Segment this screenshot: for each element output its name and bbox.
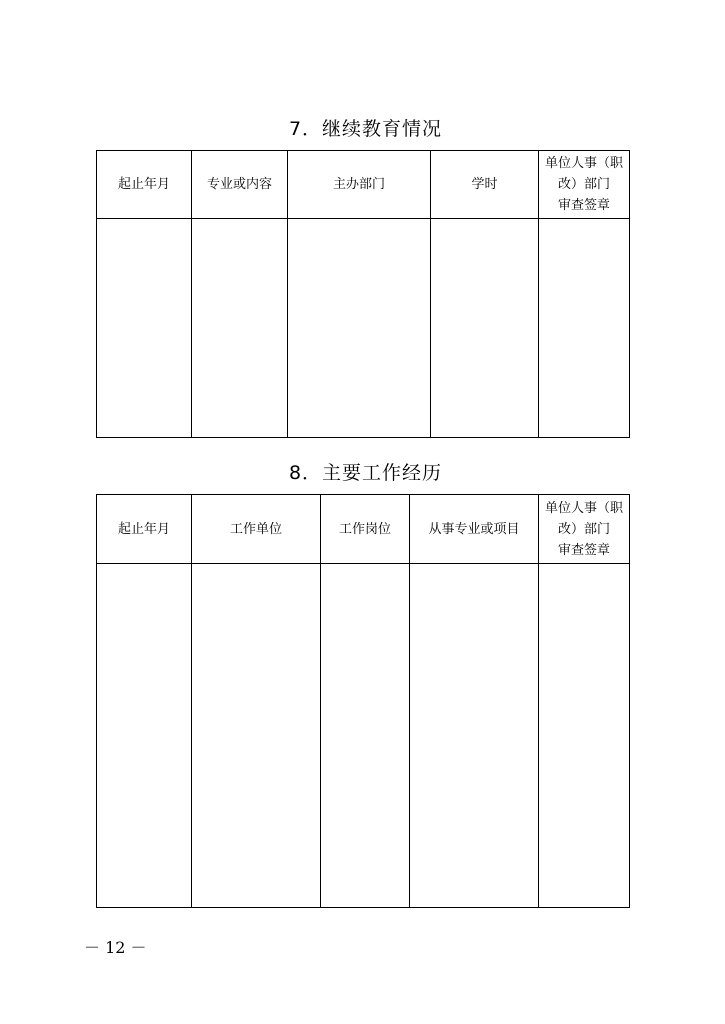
period-cell[interactable]: [97, 219, 192, 438]
page-number: － 12 －: [84, 938, 147, 957]
column-header-hours: 学时: [431, 151, 539, 219]
major-content-cell[interactable]: [192, 219, 288, 438]
hours-cell[interactable]: [431, 219, 539, 438]
column-header-period: 起止年月: [97, 495, 192, 564]
column-header-position: 工作岗位: [321, 495, 410, 564]
column-header-review-seal: [539, 151, 630, 219]
review-seal-cell[interactable]: [539, 219, 630, 438]
section-7-title: 7．继续教育情况: [288, 118, 443, 140]
continuing-education-table: [96, 150, 630, 438]
specialty-project-cell[interactable]: [410, 564, 539, 908]
section-8-title: 8．主要工作经历: [288, 462, 443, 484]
column-header-specialty-project: 从事专业或项目: [410, 495, 539, 564]
table-entry-row: [97, 564, 630, 908]
review-seal-cell[interactable]: [539, 564, 630, 908]
work-experience-table: [96, 494, 630, 908]
position-cell[interactable]: [321, 564, 410, 908]
period-cell[interactable]: [97, 564, 192, 908]
column-header-organizer: 主办部门: [288, 151, 431, 219]
employer-cell[interactable]: [192, 564, 321, 908]
review-header-line-2: 改）部门: [557, 521, 610, 537]
review-header-line-2: 改）部门: [557, 177, 610, 192]
review-header-line-1: 单位人事（职: [544, 500, 623, 516]
column-header-review-seal: [539, 495, 630, 564]
column-header-period: 起止年月: [97, 151, 192, 219]
organizer-cell[interactable]: [288, 219, 431, 438]
column-header-major-content: 专业或内容: [192, 151, 288, 219]
review-header-line-3: 审查签章: [557, 198, 610, 213]
table-header-row: [97, 151, 630, 219]
table-entry-row: [97, 219, 630, 438]
review-header-line-1: 单位人事（职: [544, 156, 623, 171]
table-header-row: [97, 495, 630, 564]
review-header-line-3: 审查签章: [557, 542, 610, 558]
column-header-employer: 工作单位: [192, 495, 321, 564]
